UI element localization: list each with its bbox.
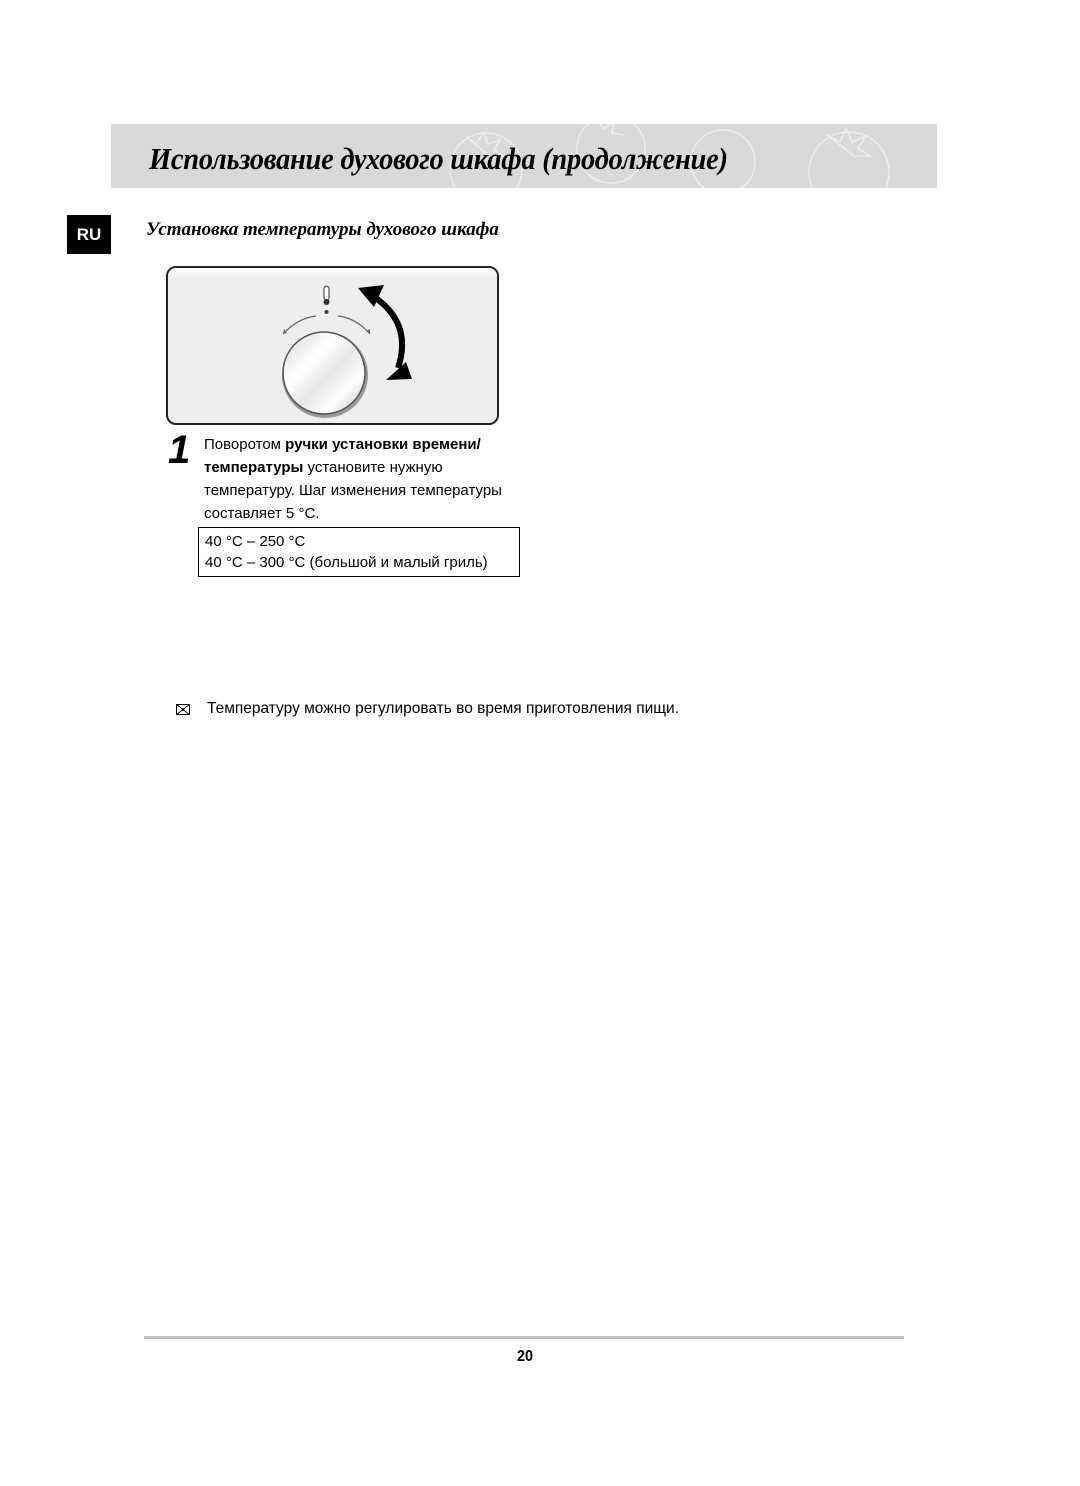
step-number: 1 — [168, 428, 191, 472]
temperature-range-standard: 40 °C – 250 °C — [205, 533, 306, 550]
thermometer-icon — [324, 286, 330, 305]
temperature-range-box — [198, 527, 520, 577]
step-text-end: установите нужную температуру. Шаг изменения температуры составляет 5 °C. — [204, 459, 502, 522]
step-instruction — [204, 433, 524, 525]
header-banner — [111, 124, 937, 188]
temperature-range-grill: 40 °C – 300 °C (большой и малый гриль) — [205, 554, 488, 571]
temperature-knob — [282, 332, 368, 418]
step-text-bold: ручки установки времени/температуры — [204, 436, 481, 476]
language-badge: RU — [67, 215, 111, 254]
note-text: Температуру можно регулировать во время приготовления пищи. — [207, 700, 680, 717]
page-title: Использование духового шкафа (продолжение) — [149, 141, 728, 176]
note-icon — [176, 704, 190, 715]
control-panel-illustration — [166, 266, 499, 425]
indicator-dot — [325, 310, 329, 314]
step-text-start: Поворотом — [204, 436, 286, 453]
note — [176, 700, 679, 718]
footer-divider — [144, 1336, 904, 1339]
page-number: 20 — [516, 1348, 534, 1365]
section-title: Установка температуры духового шкафа — [146, 219, 499, 240]
